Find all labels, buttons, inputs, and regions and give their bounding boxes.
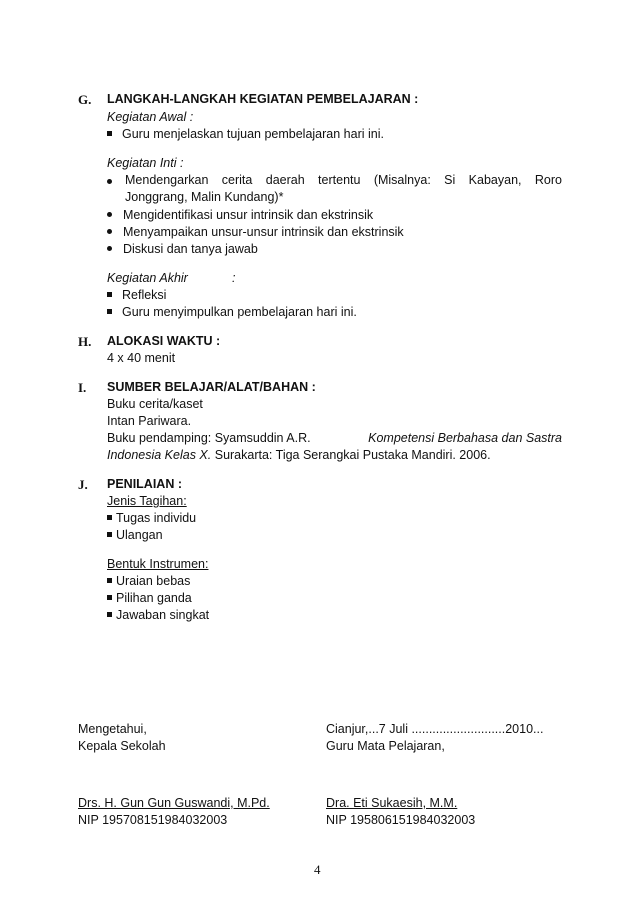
- sumber-line-4: Indonesia Kelas X. Surakarta: Tiga Serangkai Pustaka Mandiri. 2006.: [107, 448, 491, 462]
- square-bullet-icon: [107, 532, 112, 537]
- kegiatan-inti-label: Kegiatan Inti :: [107, 156, 184, 170]
- section-letter-j: J.: [78, 477, 88, 492]
- list-item: Tugas individu: [107, 511, 196, 525]
- section-title-g: LANGKAH-LANGKAH KEGIATAN PEMBELAJARAN :: [107, 92, 419, 106]
- list-item: Refleksi: [107, 288, 166, 302]
- kegiatan-awal-label: Kegiatan Awal :: [107, 110, 194, 124]
- list-item: Diskusi dan tanya jawab: [107, 242, 258, 256]
- round-bullet-icon: [107, 179, 112, 184]
- section-letter-g: G.: [78, 92, 92, 107]
- sig-right-line1: Cianjur,...7 Juli ...........................2010...: [326, 722, 544, 736]
- square-bullet-icon: [107, 578, 112, 583]
- list-item: Mengidentifikasi unsur intrinsik dan ekstrinsik: [107, 208, 373, 222]
- list-item: Ulangan: [107, 528, 163, 542]
- sig-right-name: Dra. Eti Sukaesih, M.M.: [326, 796, 458, 810]
- sumber-line-2: Intan Pariwara.: [107, 414, 192, 428]
- list-item: Uraian bebas: [107, 574, 190, 588]
- list-item-continuation: Jonggrang, Malin Kundang)*: [125, 190, 284, 204]
- section-title-i: SUMBER BELAJAR/ALAT/BAHAN :: [107, 380, 316, 394]
- list-item: Jawaban singkat: [107, 608, 209, 622]
- square-bullet-icon: [107, 131, 112, 136]
- list-item: Menyampaikan unsur-unsur intrinsik dan ekstrinsik: [107, 225, 404, 239]
- kegiatan-akhir-colon: :: [232, 271, 236, 285]
- sig-left-name: Drs. H. Gun Gun Guswandi, M.Pd.: [78, 796, 270, 810]
- square-bullet-icon: [107, 309, 112, 314]
- square-bullet-icon: [107, 612, 112, 617]
- section-title-h: ALOKASI WAKTU :: [107, 334, 221, 348]
- sig-right-line2: Guru Mata Pelajaran,: [326, 739, 445, 753]
- page-number: 4: [314, 862, 321, 877]
- square-bullet-icon: [107, 595, 112, 600]
- round-bullet-icon: [107, 246, 112, 251]
- square-bullet-icon: [107, 292, 112, 297]
- sig-left-nip: NIP 195708151984032003: [78, 813, 228, 827]
- kegiatan-akhir-label: Kegiatan Akhir: [107, 271, 188, 285]
- round-bullet-icon: [107, 212, 112, 217]
- section-letter-i: I.: [78, 380, 87, 395]
- section-letter-h: H.: [78, 334, 92, 349]
- list-item: Guru menjelaskan tujuan pembelajaran hari ini.: [107, 127, 384, 141]
- alokasi-waktu-value: 4 x 40 menit: [107, 351, 176, 365]
- section-title-j: PENILAIAN :: [107, 477, 182, 491]
- list-item: Mendengarkan cerita daerah tertentu (Misalnya: Si Kabayan, Roro: [107, 173, 562, 187]
- bentuk-instrumen-label: Bentuk Instrumen:: [107, 557, 209, 571]
- sig-left-line1: Mengetahui,: [78, 722, 147, 736]
- sig-right-nip: NIP 195806151984032003: [326, 813, 476, 827]
- square-bullet-icon: [107, 515, 112, 520]
- list-item: Pilihan ganda: [107, 591, 192, 605]
- sumber-line-1: Buku cerita/kaset: [107, 397, 203, 411]
- list-item: Guru menyimpulkan pembelajaran hari ini.: [107, 305, 357, 319]
- jenis-tagihan-label: Jenis Tagihan:: [107, 494, 187, 508]
- sig-left-line2: Kepala Sekolah: [78, 739, 166, 753]
- sumber-line-3: Buku pendamping: Syamsuddin A.R. Kompetensi Berbahasa dan Sastra: [107, 431, 562, 445]
- round-bullet-icon: [107, 229, 112, 234]
